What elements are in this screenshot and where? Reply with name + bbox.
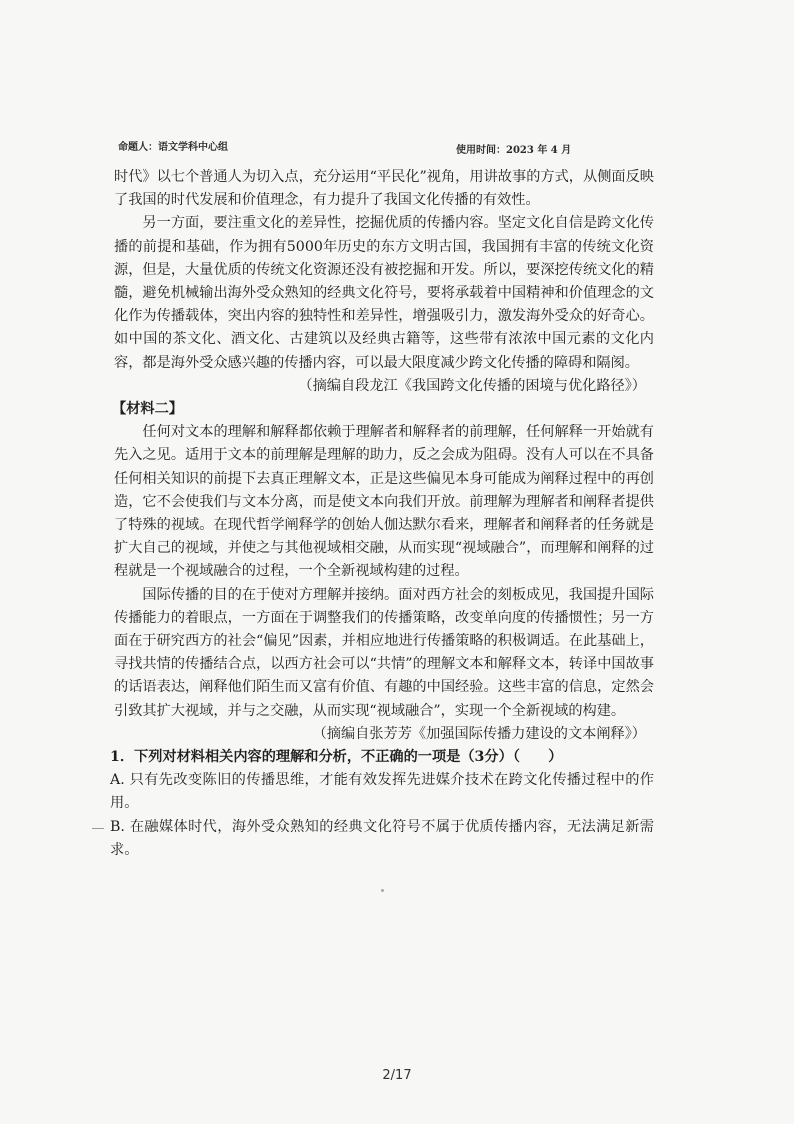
question-1-option-b: B. 在融媒体时代，海外受众熟知的经典文化符号不属于优质传播内容，无法满足新需求。	[110, 818, 654, 858]
question-1-option-a: A. 只有先改变陈旧的传播思维，才能有效发挥先进媒介技术在跨文化传播过程中的作用。	[110, 772, 654, 812]
paragraph-1: 时代》以七个普通人为切入点，充分运用“平民化”视角，用讲故事的方式，从侧面反映了我国的时代发展和价值理念，有力提升了我国文化传播的有效性。	[114, 169, 654, 209]
reading-body	[110, 166, 654, 862]
date-label: 使用时间：2023 年 4 月	[456, 145, 572, 156]
page-number: 2/17	[382, 1068, 412, 1083]
source-citation-2: （摘编自张芳芳《加强国际传播力建设的文本阐释》）	[312, 725, 646, 742]
question-1-stem: 1．下列对材料相关内容的理解和分析，不正确的一项是（3分）（ ）	[110, 749, 563, 766]
material-2-title: 【材料二】	[112, 401, 183, 418]
source-citation-1: （摘编自段龙江《我国跨文化传播的困境与优化路径》）	[298, 377, 646, 394]
page-header	[118, 138, 676, 154]
paragraph-2: 另一方面，要注重文化的差异性，挖掘优质的传播内容。坚定文化自信是跨文化传播的前提和基础，作为拥有5000年历史的东方文明古国，我国拥有丰富的传统文化资源，但是，大量优质的传统文化资源还没有被挖掘和开发。所以，要深挖传统文化的精髓，避免机械输出海外受众熟知的经典文化符号，要将承载着中国精神和价值理念的文化作为传播载体，突出内容的独特性和差异性，增强吸引力，激发海外受众的好奇心。如中国的茶文化、酒文化、古建筑以及经典古籍等，这些带有浓浓中国元素的文化内容，都是海外受众感兴趣的传播内容，可以最大限度减少跨文化传播的障碍和隔阂。	[114, 215, 654, 371]
scan-dot	[381, 889, 384, 892]
author-label: 命题人：语文学科中心组	[118, 142, 228, 153]
paragraph-4: 国际传播的目的在于使对方理解并接纳。面对西方社会的刻板成见，我国提升国际传播能力的着眼点，一方面在于调整我们的传播策略，改变单向度的传播惯性；另一方面在于研究西方的社会“偏见”因素，并相应地进行传播策略的积极调适。在此基础上，寻找共情的传播结合点，以西方社会可以“共情”的理解文本和解释文本，转译中国故事的话语表达，阐释他们陌生而又富有价值、有趣的中国经验。这些丰富的信息，定然会引致其扩大视域，并与之交融，从而实现“视域融合”，实现一个全新视域的构建。	[114, 586, 654, 719]
paragraph-3: 任何对文本的理解和解释都依赖于理解者和解释者的前理解，任何解释一开始就有先入之见。适用于文本的前理解是理解的助力，反之会成为阻碍。没有人可以在不具备任何相关知识的前提下去真正理解文本，正是这些偏见本身可能成为阐释过程中的再创造，它不会使我们与文本分离，而是使文本向我们开放。前理解为理解者和阐释者提供了特殊的视域。在现代哲学阐释学的创始人伽达默尔看来，理解者和阐释者的任务就是扩大自己的视域，并使之与其他视域相交融，从而实现“视域融合”，而理解和阐释的过程就是一个视域融合的过程，一个全新视域构建的过程。	[114, 424, 654, 580]
scan-mark	[92, 828, 104, 829]
